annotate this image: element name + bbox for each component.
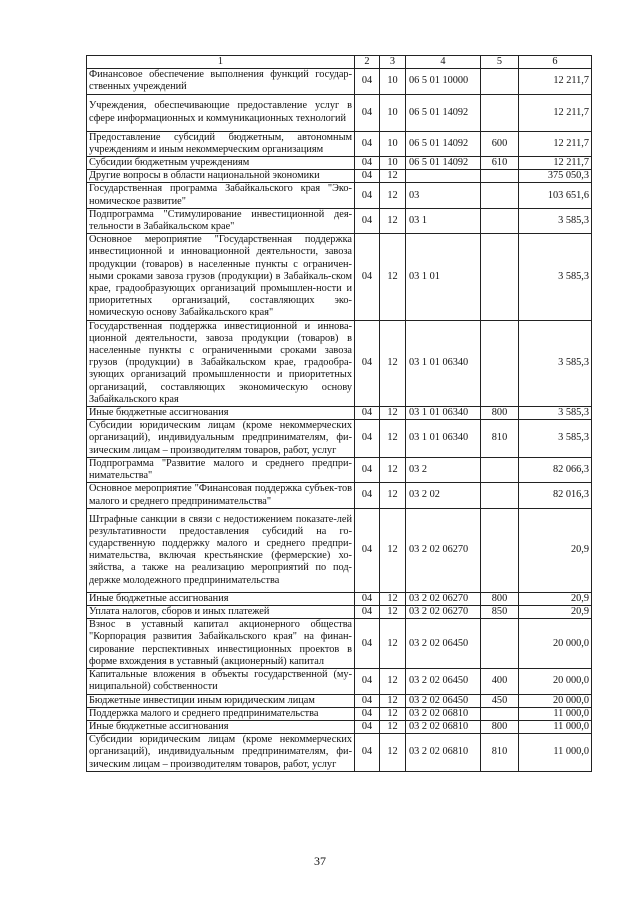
cell-c6: 82 016,3 [519,483,592,508]
table-row [87,457,592,482]
cell-c6: 20,9 [519,508,592,592]
table-row [87,508,592,592]
header-col-6: 6 [519,56,592,69]
cell-c2: 04 [355,234,380,320]
cell-c5: 810 [481,420,519,458]
cell-c6: 12 211,7 [519,69,592,94]
cell-c2: 04 [355,157,380,170]
header-col-1: 1 [87,56,355,69]
cell-c6: 20 000,0 [519,694,592,707]
cell-name: Уплата налогов, сборов и иных платежей [87,605,355,618]
table-row [87,619,592,669]
cell-c6: 82 066,3 [519,457,592,482]
cell-c6: 20,9 [519,592,592,605]
cell-c2: 04 [355,170,380,183]
header-col-5: 5 [481,56,519,69]
cell-c6: 3 585,3 [519,234,592,320]
cell-name: Предоставление субсидий бюджетным, автономным учреждениям и иным некоммерческим организациям [87,131,355,156]
table-row [87,669,592,694]
cell-c5 [481,94,519,131]
cell-c6: 12 211,7 [519,131,592,156]
table-row [87,234,592,320]
cell-c3: 12 [380,605,406,618]
cell-c3: 10 [380,157,406,170]
cell-name: Учреждения, обеспечивающие предоставление услуг в сфере информационных и коммуникационных технологий [87,94,355,131]
cell-c4: 06 5 01 14092 [406,94,481,131]
cell-c5 [481,234,519,320]
cell-name: Финансовое обеспечение выполнения функций государ-ственных учреждений [87,69,355,94]
cell-c3: 12 [380,420,406,458]
cell-c6: 3 585,3 [519,208,592,233]
header-col-2: 2 [355,56,380,69]
cell-c4 [406,170,481,183]
cell-c3: 12 [380,669,406,694]
cell-c3: 12 [380,407,406,420]
cell-c3: 12 [380,234,406,320]
cell-c2: 04 [355,183,380,208]
cell-c6: 3 585,3 [519,320,592,406]
cell-c3: 12 [380,508,406,592]
cell-c3: 12 [380,483,406,508]
cell-c2: 04 [355,407,380,420]
cell-c4: 03 2 02 06810 [406,707,481,720]
cell-c3: 12 [380,720,406,733]
table-row [87,420,592,458]
table-row [87,407,592,420]
cell-c5 [481,69,519,94]
page-number: 37 [314,854,326,868]
cell-name: Взнос в уставный капитал акционерного общества "Корпорация развития Забайкальского края" на финан-сирование перспективных инвестиционных проектов в форме вхождения в уставный (акционерный) капитал [87,619,355,669]
cell-c5 [481,508,519,592]
table-row [87,131,592,156]
cell-c5: 800 [481,592,519,605]
cell-c3: 10 [380,131,406,156]
cell-c5 [481,183,519,208]
cell-c5 [481,320,519,406]
cell-c3: 12 [380,707,406,720]
cell-c2: 04 [355,131,380,156]
budget-table [86,55,592,772]
cell-c4: 06 5 01 14092 [406,157,481,170]
cell-c3: 12 [380,457,406,482]
cell-c6: 12 211,7 [519,94,592,131]
cell-c3: 12 [380,619,406,669]
cell-c4: 03 1 01 06340 [406,420,481,458]
cell-c2: 04 [355,734,380,772]
cell-c2: 04 [355,619,380,669]
cell-c4: 06 5 01 10000 [406,69,481,94]
cell-c3: 12 [380,320,406,406]
cell-c2: 04 [355,69,380,94]
table-row [87,157,592,170]
cell-name: Другие вопросы в области национальной экономики [87,170,355,183]
cell-c6: 20 000,0 [519,669,592,694]
table-row [87,170,592,183]
table-row [87,94,592,131]
cell-name: Государственная программа Забайкальского края "Эко-номическое развитие" [87,183,355,208]
cell-c2: 04 [355,208,380,233]
cell-c3: 12 [380,170,406,183]
cell-c5: 800 [481,407,519,420]
table-row [87,720,592,733]
cell-name: Иные бюджетные ассигнования [87,720,355,733]
cell-c4: 03 1 [406,208,481,233]
cell-name: Субсидии юридическим лицам (кроме некоммерческих организаций), индивидуальным предпринимателям, фи-зическим лицам – производителям товаров, работ, услуг [87,734,355,772]
cell-c3: 12 [380,734,406,772]
cell-name: Подпрограмма "Стимулирование инвестиционной дея-тельности в Забайкальском крае" [87,208,355,233]
cell-c2: 04 [355,605,380,618]
cell-c2: 04 [355,694,380,707]
cell-c3: 12 [380,208,406,233]
cell-c5 [481,457,519,482]
cell-name: Бюджетные инвестиции иным юридическим лицам [87,694,355,707]
cell-c4: 03 2 02 06450 [406,619,481,669]
cell-c5: 400 [481,669,519,694]
cell-name: Основное мероприятие "Государственная поддержка инвестиционной и инновационной деятельности, завоза продукции (товаров) в населенные пункты с ограничен-ными сроками завоза грузов (продукции) в Забайкаль-ском крае, градообразующих организаций промышлен-ности и приоритетных организаций, составляющих эко-номическую основу Забайкальского края" [87,234,355,320]
cell-name: Субсидии бюджетным учреждениям [87,157,355,170]
cell-name: Государственная поддержка инвестиционной и иннова-ционной деятельности, завоза продукции (товаров) в населенные пункты с ограниченными сроками завоза грузов (продукции) в Забайкальском крае, градообра-зующих организаций промышленности и приоритетных организаций, составляющих экономическую основу Забайкальского края [87,320,355,406]
table-row [87,483,592,508]
cell-name: Подпрограмма "Развитие малого и среднего предпри-нимательства" [87,457,355,482]
cell-c2: 04 [355,320,380,406]
cell-c3: 10 [380,69,406,94]
cell-c4: 03 2 02 06270 [406,605,481,618]
cell-c5: 800 [481,720,519,733]
cell-name: Штрафные санкции в связи с недостижением показате-лей результативности предоставления субсидий на го-сударственную поддержку малого и среднего предпри-нимательства, включая крестьянские (фермерские) хо-зяйства, а также на реализацию мероприятий по под-держке молодежного предпринимательства [87,508,355,592]
cell-c4: 03 [406,183,481,208]
cell-c2: 04 [355,483,380,508]
cell-c2: 04 [355,669,380,694]
cell-c5: 450 [481,694,519,707]
cell-name: Поддержка малого и среднего предпринимательства [87,707,355,720]
cell-c2: 04 [355,94,380,131]
cell-c5: 850 [481,605,519,618]
table-row [87,592,592,605]
cell-c6: 3 585,3 [519,420,592,458]
cell-c2: 04 [355,592,380,605]
cell-name: Иные бюджетные ассигнования [87,407,355,420]
cell-c6: 12 211,7 [519,157,592,170]
cell-name: Субсидии юридическим лицам (кроме некоммерческих организаций), индивидуальным предпринимателям, фи-зическим лицам – производителям товаров, работ, услуг [87,420,355,458]
cell-c5: 600 [481,131,519,156]
header-col-3: 3 [380,56,406,69]
cell-c4: 03 1 01 06340 [406,407,481,420]
table-row [87,605,592,618]
cell-c6: 11 000,0 [519,734,592,772]
cell-c5 [481,619,519,669]
cell-c6: 20 000,0 [519,619,592,669]
table-row [87,320,592,406]
cell-c2: 04 [355,508,380,592]
cell-c4: 06 5 01 14092 [406,131,481,156]
cell-c6: 375 050,3 [519,170,592,183]
header-col-4: 4 [406,56,481,69]
cell-name: Иные бюджетные ассигнования [87,592,355,605]
cell-c2: 04 [355,707,380,720]
cell-c2: 04 [355,420,380,458]
cell-c3: 10 [380,94,406,131]
cell-c5: 810 [481,734,519,772]
cell-c4: 03 1 01 [406,234,481,320]
table-row [87,183,592,208]
cell-c6: 20,9 [519,605,592,618]
table-row [87,69,592,94]
cell-c3: 12 [380,183,406,208]
cell-c3: 12 [380,694,406,707]
cell-c6: 3 585,3 [519,407,592,420]
cell-c6: 103 651,6 [519,183,592,208]
cell-c4: 03 2 02 [406,483,481,508]
cell-c4: 03 2 02 06810 [406,734,481,772]
cell-c5 [481,208,519,233]
cell-c3: 12 [380,592,406,605]
cell-c5: 610 [481,157,519,170]
cell-name: Основное мероприятие "Финансовая поддержка субъек-тов малого и среднего предпринимательства" [87,483,355,508]
cell-c6: 11 000,0 [519,707,592,720]
cell-c4: 03 2 02 06450 [406,694,481,707]
cell-c4: 03 2 02 06450 [406,669,481,694]
cell-c2: 04 [355,720,380,733]
cell-c6: 11 000,0 [519,720,592,733]
table-row [87,208,592,233]
cell-c4: 03 2 02 06270 [406,508,481,592]
cell-c5 [481,170,519,183]
cell-c5 [481,707,519,720]
table-row [87,694,592,707]
cell-c2: 04 [355,457,380,482]
cell-name: Капитальные вложения в объекты государственной (му-ниципальной) собственности [87,669,355,694]
cell-c4: 03 2 02 06810 [406,720,481,733]
table-row [87,707,592,720]
cell-c4: 03 1 01 06340 [406,320,481,406]
table-row [87,734,592,772]
cell-c4: 03 2 02 06270 [406,592,481,605]
cell-c4: 03 2 [406,457,481,482]
table-header-row [87,56,592,69]
cell-c5 [481,483,519,508]
